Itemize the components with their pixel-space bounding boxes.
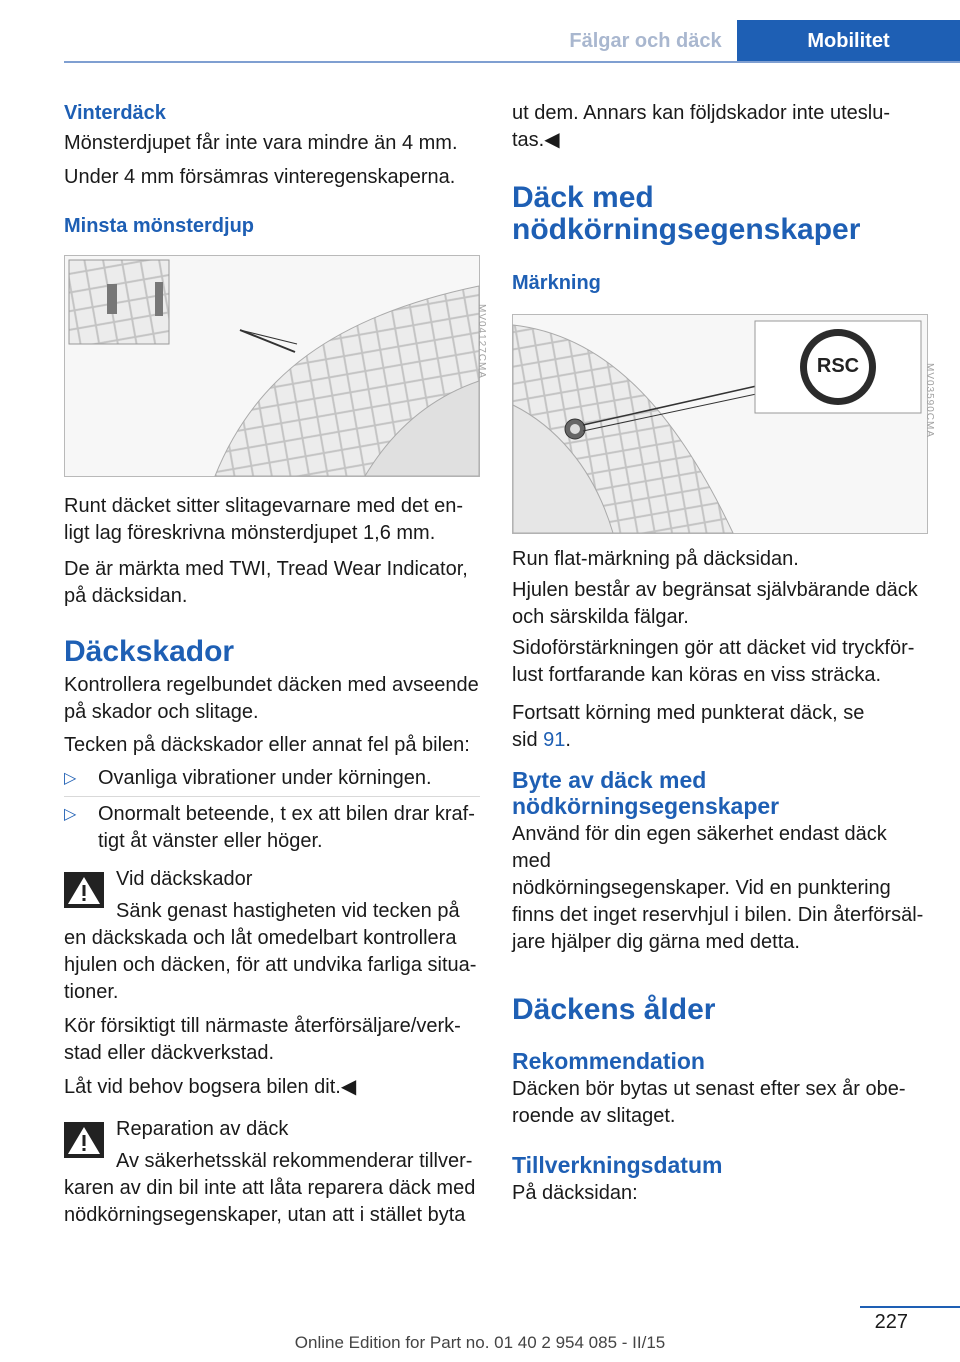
warning-damage [64,866,480,925]
list-item [64,765,480,792]
warning-text: stad eller däckverkstad. [64,1042,275,1064]
footer-rule [860,1306,960,1308]
winter-text-1: Mönsterdjupet får inte vara mindre än 4 mm. [64,132,458,154]
warning-text: tioner. [64,981,119,1003]
warning-triangle-icon [64,872,104,908]
runflat-text: och särskilda fälgar. [512,606,689,628]
left-column [64,100,487,1229]
warning-triangle-icon [64,1122,104,1158]
runflat-text: Fortsatt körning med punkterat däck, se [512,702,865,724]
tread-figure [64,255,487,477]
change-text: Använd för din egen säkerhet endast däck med [512,823,887,872]
change-text: jare hjälper dig gärna med detta. [512,931,800,953]
runflat-text: Hjulen består av begränsat självbärande däck [512,579,918,601]
change-heading-line2: nödkörningsegenskaper [512,793,780,819]
winter-text-2: Under 4 mm försämras vinteregenskaperna. [64,166,456,188]
runflat-tire-illustration [513,315,927,533]
change-heading-line1: Byte av däck med [512,767,707,793]
warning-text: Kör försiktigt till närmaste återförsäljare/verk‐ [64,1015,461,1037]
twi-text-line2: ligt lag föreskrivna mönsterdjupet 1,6 mm. [64,522,436,544]
recommendation-text: Däcken bör bytas ut senast efter sex år obe‐ [512,1078,906,1100]
bullet-triangle-icon: ▷ [64,806,77,823]
warning-repair [64,1116,480,1175]
rsc-mark: RSC [816,355,860,377]
warning-text: Av säkerhetsskäl rekommenderar tillver‐ [116,1150,473,1172]
warning-text: Sänk genast hastigheten vid tecken på [116,900,460,922]
tire-tread-illustration [65,256,479,476]
age-heading: Däckens ålder [512,993,716,1026]
tab-section[interactable]: Fälgar och däck [569,29,722,52]
list-item [64,801,480,855]
marking-heading: Märkning [512,272,601,294]
page-link[interactable]: 91 [543,729,566,751]
change-text: nödkörningsegenskaper. Vid en punktering [512,877,891,899]
recommendation-text: roende av slitaget. [512,1105,676,1127]
continued-text: tas.◀ [512,129,560,151]
rsc-figure [512,314,935,534]
warning-text: en däckskada och låt omedelbart kontrollera [64,927,457,949]
bullet-triangle-icon: ▷ [64,770,77,787]
runflat-text: lust fortfarande kan köras en viss sträcka. [512,664,882,686]
warning-text: Låt vid behov bogsera bilen dit.◀ [64,1076,357,1098]
twi-text-line1: Runt däcket sitter slitagevarnare med det en‐ [64,495,464,517]
recommendation-heading: Rekommendation [512,1048,705,1074]
divider [64,796,480,797]
warning-title: Reparation av däck [116,1118,289,1140]
bullet-text: Onormalt beteende, t ex att bilen drar kraf‐ [98,803,475,825]
runflat-heading-line1: Däck med [512,181,654,214]
page-number: 227 [874,1311,908,1333]
bullet-text: tigt åt vänster eller höger. [98,830,323,852]
manufacture-date-heading: Tillverkningsdatum [512,1152,723,1178]
damage-text-3: Tecken på däckskador eller annat fel på bilen: [64,734,470,756]
warning-text: hjulen och däcken, för att undvika farliga situa‐ [64,954,477,976]
manufacture-date-text: På däcksidan: [512,1182,638,1204]
right-column [512,100,935,1207]
figure-code: MV04127CMA [475,303,487,380]
warning-title: Vid däckskador [116,868,253,890]
tab-chapter[interactable]: Mobilitet [737,20,960,62]
runflat-heading-line2: nödkörningsegenskaper [512,213,861,246]
runflat-text: Sidoförstärkningen gör att däcket vid tryckför‐ [512,637,915,659]
min-depth-heading: Minsta mönsterdjup [64,215,255,237]
damage-text-2: på skador och slitage. [64,701,259,723]
winter-heading: Vinterdäck [64,102,166,124]
warning-text: nödkörningsegenskaper, utan att i stället byta [64,1204,466,1226]
twi-text-line3: De är märkta med TWI, Tread Wear Indicator, [64,558,468,580]
figure-code: MV03590CMA [923,362,935,439]
header-rule [64,61,960,63]
twi-text-line4: på däcksidan. [64,585,188,607]
runflat-text [512,727,928,754]
bullet-text: Ovanliga vibrationer under körningen. [98,767,432,789]
continued-text: ut dem. Annars kan följdskador inte uteslu‐ [512,102,890,124]
warning-text: karen av din bil inte att låta reparera däck med [64,1177,476,1199]
damage-heading: Däckskador [64,635,235,668]
damage-text-1: Kontrollera regelbundet däcken med avseende [64,674,479,696]
runflat-text: Run flat-märkning på däcksidan. [512,548,799,570]
change-text: finns det inget reservhjul i bilen. Din återförsäl‐ [512,904,924,926]
footer-edition: Online Edition for Part no. 01 40 2 954 085 - II/15 [294,1333,666,1352]
runflat-text-prefix: sid [512,729,544,751]
period: . [565,729,571,751]
